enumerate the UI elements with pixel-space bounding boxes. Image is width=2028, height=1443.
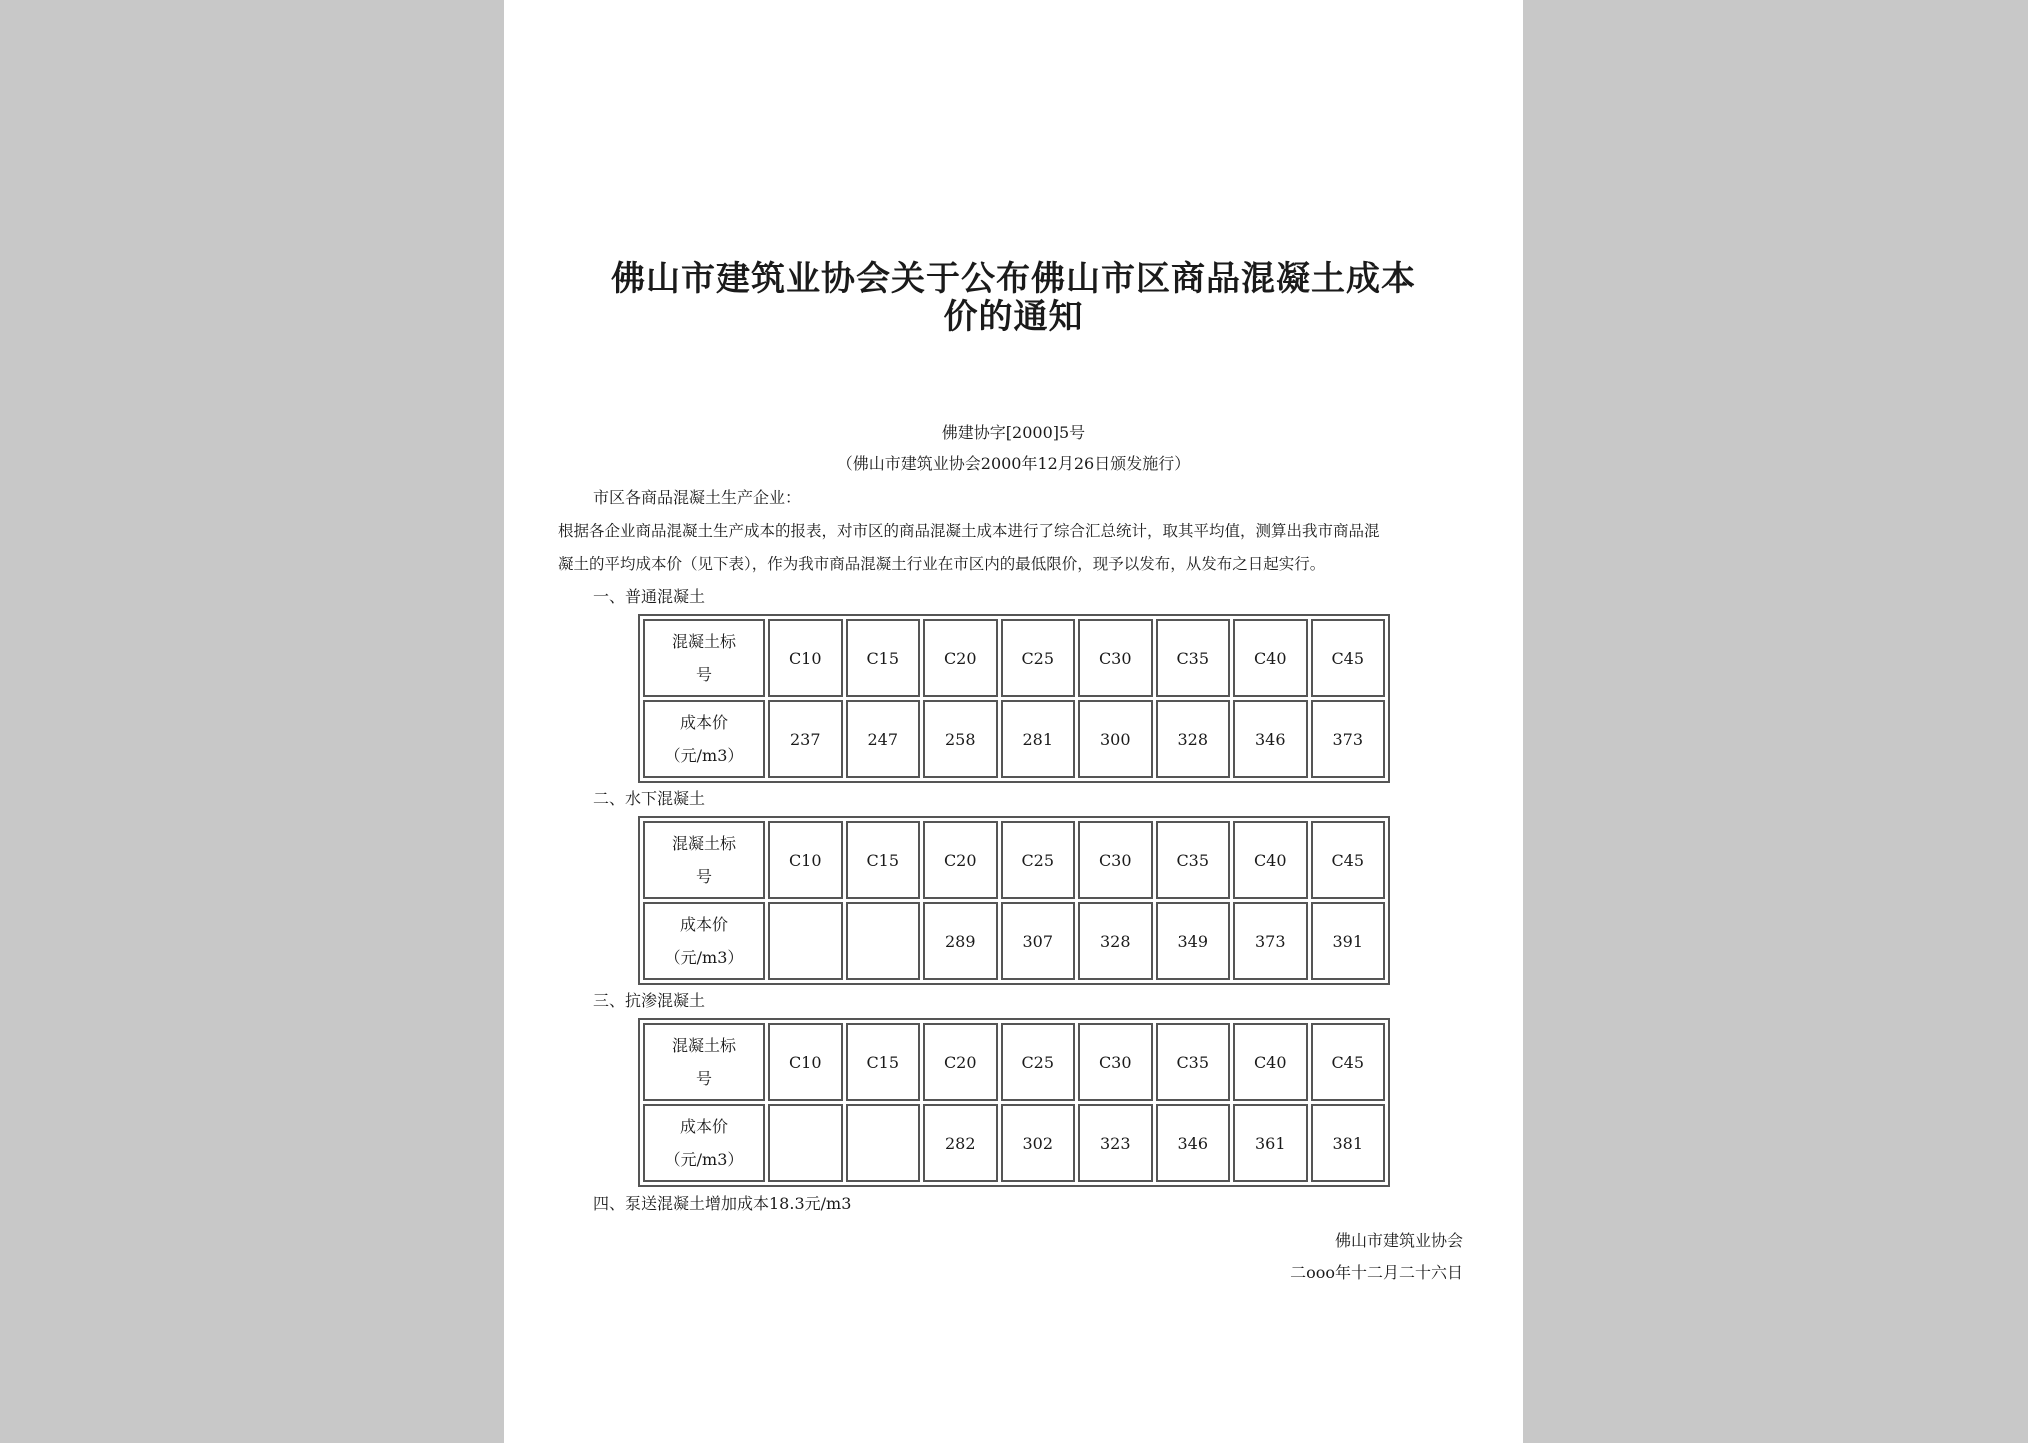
grade-cell: C40 — [1233, 821, 1308, 899]
header-text: （元/m3） — [664, 746, 744, 765]
document-page — [504, 0, 1523, 1443]
grade-cell: C15 — [846, 821, 921, 899]
grade-cell: C35 — [1156, 1023, 1231, 1101]
grade-cell: C35 — [1156, 821, 1231, 899]
grade-cell: C25 — [1001, 1023, 1076, 1101]
cost-table — [638, 1018, 1390, 1187]
grade-row — [643, 619, 1385, 697]
cost-cell — [768, 1104, 843, 1182]
cost-cell — [846, 1104, 921, 1182]
grade-cell: C10 — [768, 821, 843, 899]
grade-cell: C15 — [846, 1023, 921, 1101]
grade-cell: C25 — [1001, 821, 1076, 899]
header-text: 混凝土标 — [671, 834, 736, 853]
grade-cell: C25 — [1001, 619, 1076, 697]
cost-cell: 346 — [1233, 700, 1308, 778]
section-label: 二、水下混凝土 — [593, 789, 706, 808]
cost-cell: 302 — [1001, 1104, 1076, 1182]
body-line-2: 凝土的平均成本价（见下表），作为我市商品混凝土行业在市区内的最低限价，现予以发布，从发布之日起实行。 — [558, 555, 1326, 573]
cost-header-cell — [643, 1104, 765, 1182]
header-text: 号 — [695, 867, 712, 886]
grade-row — [643, 821, 1385, 899]
cost-cell: 323 — [1078, 1104, 1153, 1182]
cost-cell — [846, 902, 921, 980]
cost-cell: 381 — [1311, 1104, 1386, 1182]
cost-cell: 361 — [1233, 1104, 1308, 1182]
section-label: 一、普通混凝土 — [593, 587, 706, 606]
cost-header-cell — [643, 700, 765, 778]
grade-cell: C30 — [1078, 1023, 1153, 1101]
title-line-1: 佛山市建筑业协会关于公布佛山市区商品混凝土成本 — [611, 259, 1416, 299]
issued-note: （佛山市建筑业协会2000年12月26日颁发施行） — [836, 454, 1191, 473]
cost-cell: 391 — [1311, 902, 1386, 980]
grade-cell: C40 — [1233, 1023, 1308, 1101]
header-text: 号 — [695, 665, 712, 684]
header-text: 混凝土标 — [671, 632, 736, 651]
cost-cell: 346 — [1156, 1104, 1231, 1182]
section-label: 三、抗渗混凝土 — [593, 991, 706, 1010]
salutation: 市区各商品混凝土生产企业： — [593, 488, 802, 507]
grade-cell: C10 — [768, 619, 843, 697]
grade-header-cell — [643, 619, 765, 697]
grade-cell: C45 — [1311, 619, 1386, 697]
cost-cell: 349 — [1156, 902, 1231, 980]
header-text: 成本价 — [679, 915, 728, 934]
header-text: 混凝土标 — [671, 1036, 736, 1055]
header-text: （元/m3） — [664, 948, 744, 967]
cost-cell: 328 — [1078, 902, 1153, 980]
grade-header-cell — [643, 1023, 765, 1101]
header-text: 成本价 — [679, 713, 728, 732]
sign-date: 二ooo年十二月二十六日 — [1290, 1263, 1463, 1282]
grade-row — [643, 1023, 1385, 1101]
grade-cell: C30 — [1078, 821, 1153, 899]
cost-cell: 282 — [923, 1104, 998, 1182]
cost-row — [643, 700, 1385, 778]
cost-cell: 247 — [846, 700, 921, 778]
body-line-1: 根据各企业商品混凝土生产成本的报表，对市区的商品混凝土成本进行了综合汇总统计，取其平均值，测算出我市商品混 — [558, 522, 1380, 540]
grade-cell: C35 — [1156, 619, 1231, 697]
cost-row — [643, 1104, 1385, 1182]
grade-cell: C10 — [768, 1023, 843, 1101]
grade-cell: C30 — [1078, 619, 1153, 697]
document-title — [504, 260, 1523, 336]
cost-header-cell — [643, 902, 765, 980]
header-text: （元/m3） — [664, 1150, 744, 1169]
cost-cell — [768, 902, 843, 980]
cost-table — [638, 614, 1390, 783]
item-four: 四、泵送混凝土增加成本18.3元/m3 — [593, 1194, 852, 1213]
grade-cell: C20 — [923, 619, 998, 697]
title-line-2: 价的通知 — [943, 297, 1084, 337]
cost-cell: 281 — [1001, 700, 1076, 778]
cost-cell: 289 — [923, 902, 998, 980]
grade-cell: C40 — [1233, 619, 1308, 697]
cost-cell: 328 — [1156, 700, 1231, 778]
grade-cell: C45 — [1311, 1023, 1386, 1101]
cost-table — [638, 816, 1390, 985]
cost-cell: 373 — [1233, 902, 1308, 980]
header-text: 号 — [695, 1069, 712, 1088]
cost-cell: 258 — [923, 700, 998, 778]
cost-cell: 307 — [1001, 902, 1076, 980]
grade-cell: C15 — [846, 619, 921, 697]
cost-cell: 373 — [1311, 700, 1386, 778]
grade-cell: C20 — [923, 821, 998, 899]
grade-cell: C45 — [1311, 821, 1386, 899]
cost-cell: 300 — [1078, 700, 1153, 778]
document-number: 佛建协字[2000]5号 — [941, 423, 1086, 442]
cost-row — [643, 902, 1385, 980]
header-text: 成本价 — [679, 1117, 728, 1136]
grade-cell: C20 — [923, 1023, 998, 1101]
signer: 佛山市建筑业协会 — [1334, 1231, 1463, 1250]
cost-cell: 237 — [768, 700, 843, 778]
grade-header-cell — [643, 821, 765, 899]
